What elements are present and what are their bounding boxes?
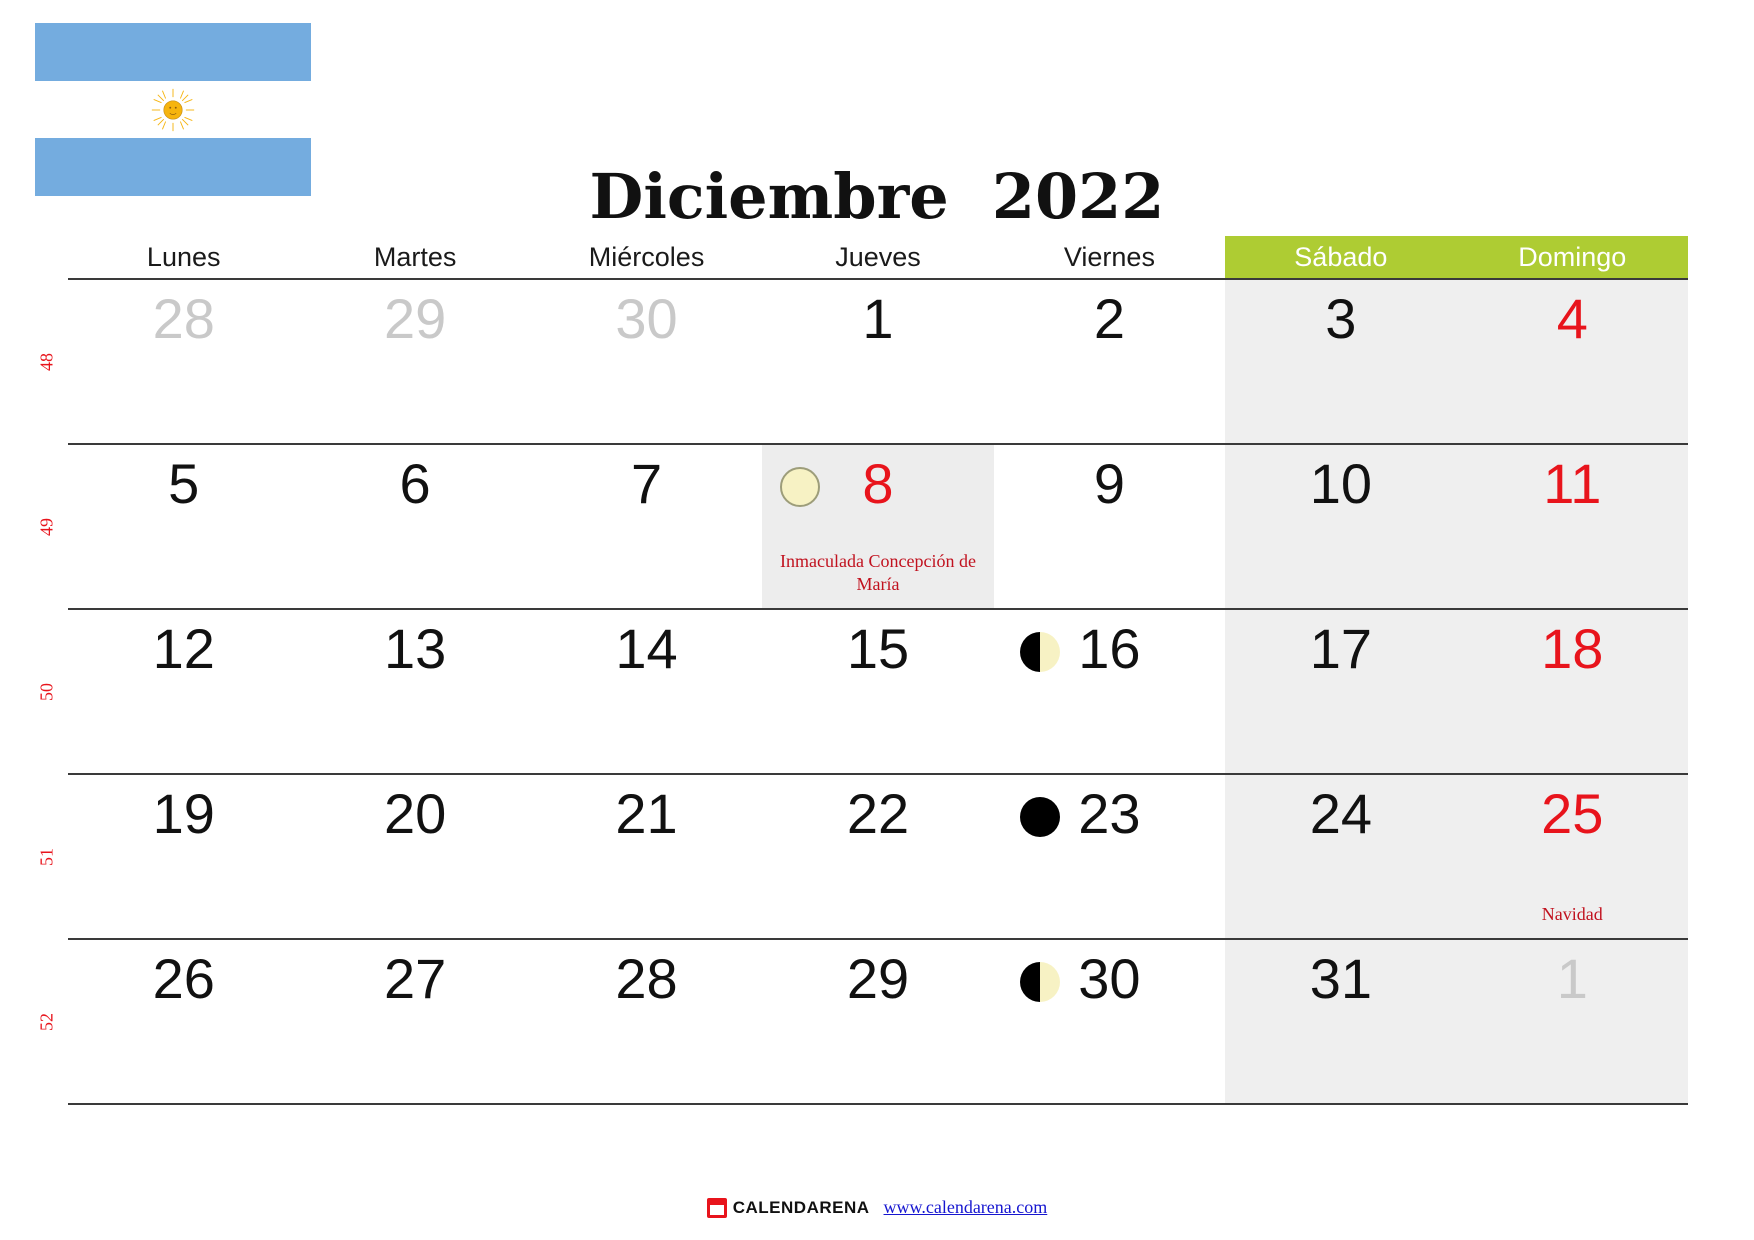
website-link[interactable]: www.calendarena.com xyxy=(883,1197,1048,1217)
day-number: 11 xyxy=(1543,452,1602,515)
day-cell[interactable] xyxy=(299,775,530,938)
day-number: 18 xyxy=(1541,617,1604,680)
day-number: 30 xyxy=(615,287,678,350)
full-moon-icon xyxy=(780,467,820,507)
day-cell[interactable] xyxy=(68,775,299,938)
day-cell[interactable] xyxy=(299,610,530,773)
title-year: 2022 xyxy=(991,160,1165,233)
day-number: 14 xyxy=(615,617,678,680)
day-cell[interactable] xyxy=(299,445,530,608)
day-number: 27 xyxy=(383,947,447,1010)
calendar-grid xyxy=(36,278,1688,1105)
day-cell[interactable] xyxy=(299,280,530,443)
holiday-label: Inmaculada Concepción de María xyxy=(780,551,976,594)
day-number: 25 xyxy=(1541,782,1604,845)
day-cell[interactable] xyxy=(1457,280,1688,443)
week-row xyxy=(36,280,1688,445)
day-cell[interactable] xyxy=(1457,610,1688,773)
week-number: 51 xyxy=(36,847,57,866)
day-cell[interactable] xyxy=(68,280,299,443)
weekday-header-jueves: Jueves xyxy=(835,241,921,272)
weekday-header-lunes: Lunes xyxy=(146,241,221,272)
first-quarter-moon-icon xyxy=(1020,962,1060,1002)
day-cell[interactable] xyxy=(531,775,762,938)
day-cell[interactable] xyxy=(299,940,530,1103)
weekday-header-viernes: Viernes xyxy=(1063,241,1155,272)
day-cell[interactable] xyxy=(1225,610,1456,773)
day-cell[interactable] xyxy=(531,610,762,773)
week-number: 50 xyxy=(36,682,57,701)
day-number: 29 xyxy=(846,947,910,1010)
week-number: 49 xyxy=(36,517,57,536)
holiday-label: Navidad xyxy=(1541,904,1603,924)
day-cell[interactable] xyxy=(1457,445,1688,608)
day-cell[interactable] xyxy=(994,445,1225,608)
day-cell[interactable] xyxy=(1225,445,1456,608)
day-cell[interactable] xyxy=(994,775,1225,938)
day-number: 24 xyxy=(1309,782,1372,845)
day-number: 7 xyxy=(630,452,663,515)
day-cell[interactable] xyxy=(1457,940,1688,1103)
week-row xyxy=(36,445,1688,610)
calendar-icon xyxy=(707,1198,727,1218)
day-number: 1 xyxy=(862,287,894,350)
day-number: 4 xyxy=(1556,287,1588,350)
day-number: 16 xyxy=(1078,617,1141,680)
page-title xyxy=(0,160,1754,233)
day-number: 20 xyxy=(383,782,447,845)
day-cell[interactable] xyxy=(531,280,762,443)
day-number: 29 xyxy=(383,287,447,350)
day-number: 3 xyxy=(1325,287,1357,350)
day-cell[interactable] xyxy=(1225,940,1456,1103)
weekday-header-domingo: Domingo xyxy=(1457,236,1688,278)
weekday-header-miercoles: Miércoles xyxy=(588,241,705,272)
day-number: 17 xyxy=(1309,617,1372,680)
day-number: 26 xyxy=(152,947,215,1010)
weekday-header-martes: Martes xyxy=(373,241,457,272)
week-row xyxy=(36,940,1688,1105)
day-number: 8 xyxy=(862,452,894,515)
week-number: 48 xyxy=(36,352,57,371)
day-cell[interactable] xyxy=(762,940,993,1103)
day-number: 5 xyxy=(168,452,200,515)
last-quarter-moon-icon xyxy=(1020,632,1060,672)
footer xyxy=(0,1197,1754,1218)
day-cell[interactable] xyxy=(762,775,993,938)
day-cell[interactable] xyxy=(68,940,299,1103)
day-number: 21 xyxy=(615,782,678,845)
day-number: 2 xyxy=(1093,287,1125,350)
day-cell[interactable] xyxy=(68,445,299,608)
title-month: Diciembre xyxy=(589,160,949,233)
day-number: 1 xyxy=(1556,947,1588,1010)
day-cell[interactable] xyxy=(68,610,299,773)
day-cell[interactable] xyxy=(1225,280,1456,443)
day-number: 23 xyxy=(1078,782,1141,845)
day-number: 30 xyxy=(1078,947,1141,1010)
day-number: 15 xyxy=(846,617,910,680)
day-number: 31 xyxy=(1309,947,1372,1010)
flag-band-top xyxy=(35,23,311,81)
week-row xyxy=(36,775,1688,940)
day-cell[interactable] xyxy=(762,445,993,608)
day-cell[interactable] xyxy=(1457,775,1688,938)
calendar xyxy=(36,236,1688,1105)
day-number: 13 xyxy=(383,617,447,680)
day-number: 22 xyxy=(846,782,910,845)
day-cell[interactable] xyxy=(1225,775,1456,938)
weekday-header-sabado: Sábado xyxy=(1225,236,1456,278)
day-cell[interactable] xyxy=(762,280,993,443)
new-moon-icon xyxy=(1020,797,1060,837)
day-number: 19 xyxy=(152,782,215,845)
day-number: 9 xyxy=(1093,452,1125,515)
brand-name: CALENDARENA xyxy=(732,1197,870,1217)
day-cell[interactable] xyxy=(994,610,1225,773)
day-cell[interactable] xyxy=(531,445,762,608)
day-number: 12 xyxy=(152,617,215,680)
day-number: 28 xyxy=(152,287,215,350)
week-number: 52 xyxy=(36,1012,57,1031)
weekday-header-row xyxy=(68,236,1688,278)
day-cell[interactable] xyxy=(762,610,993,773)
day-cell[interactable] xyxy=(531,940,762,1103)
day-number: 6 xyxy=(399,452,431,515)
day-cell[interactable] xyxy=(994,280,1225,443)
brand-logo xyxy=(707,1198,870,1218)
sun-of-may-icon xyxy=(150,87,196,133)
week-row xyxy=(36,610,1688,775)
day-cell[interactable] xyxy=(994,940,1225,1103)
day-number: 28 xyxy=(615,947,678,1010)
day-number: 10 xyxy=(1309,452,1372,515)
